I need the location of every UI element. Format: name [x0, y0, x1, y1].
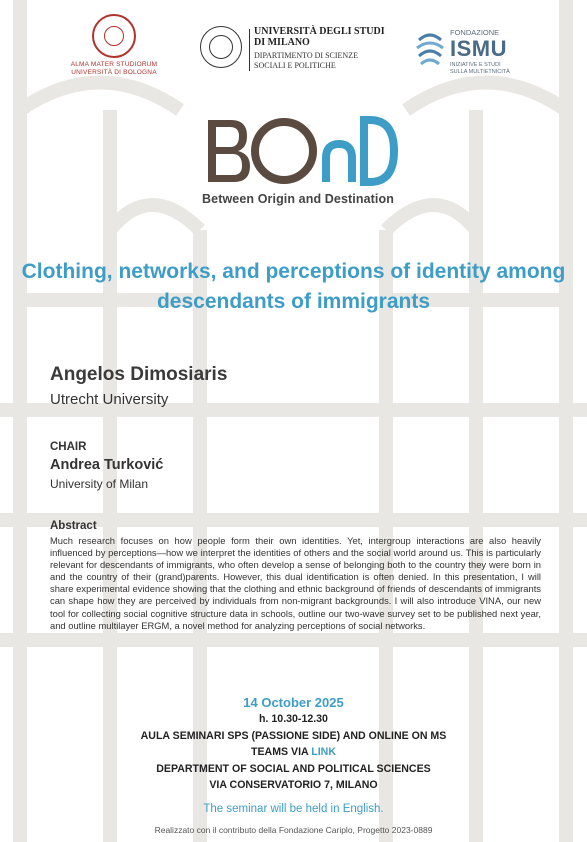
- speaker-affiliation: Utrecht University: [50, 391, 169, 408]
- chair-name: Andrea Turković: [50, 457, 164, 473]
- seminar-title: Clothing, networks, and perceptions of identity among descendants of immigrants: [21, 260, 566, 313]
- unimi-divider: [249, 29, 250, 71]
- event-date: 14 October 2025: [243, 695, 344, 710]
- unimi-name: UNIVERSITÀ DEGLI STUDI DI MILANO: [254, 26, 385, 48]
- ismu-fondazione: FONDAZIONE: [450, 28, 500, 37]
- event-venue-line2-prefix: TEAMS VIA: [251, 746, 309, 758]
- chair-label: CHAIR: [50, 441, 87, 453]
- chair-block: [50, 441, 450, 491]
- ismu-mark-icon: [415, 28, 445, 72]
- ismu-name: ISMU: [450, 36, 507, 61]
- speaker-name: Angelos Dimosiaris: [50, 364, 228, 385]
- event-time: h. 10.30-12.30: [259, 713, 328, 725]
- event-venue-line1: AULA SEMINARI SPS (PASSIONE SIDE) AND ONLINE ON MS: [140, 729, 447, 742]
- abstract-text: Much research focuses on how people form their own identities. Yet, intergroup interactions are also heavily influenced by perceptions—how we interpret the identities of others and the social world around us. This is particularly relevant for descendants of immigrants, who often develop a sense of belonging both to the country they were born in and the country of their (grand)parents. However, this dual identification is often denied. In this presentation, I will share experimental evidence showing that the clothing and ethnic background of friends of descendants of immigrants can shape how they are perceived by individuals from non-migrant backgrounds. I will also introduce VINA, our new tool for collecting social cognitive structure data in schools, outline our two-wave survey set to be published next year, and outline multilayer ERGM, a novel method for analyzing perceptions of social networks.: [50, 535, 541, 631]
- unimi-logo: [200, 26, 390, 76]
- bond-wordmark-graphic: [198, 112, 398, 190]
- event-department: DEPARTMENT OF SOCIAL AND POLITICAL SCIENCES: [156, 762, 431, 775]
- event-venue-line2: [40, 744, 547, 761]
- ismu-logo: [415, 28, 525, 76]
- unibo-logo: [64, 14, 164, 76]
- event-language-note: The seminar will be held in English.: [203, 802, 384, 815]
- bond-logo: [198, 112, 398, 208]
- teams-link[interactable]: LINK: [311, 746, 336, 758]
- abstract-block: [50, 520, 541, 632]
- unibo-logo-text: ALMA MATER STUDIORUM UNIVERSITÀ DI BOLOGNA: [70, 61, 158, 76]
- bond-tagline: Between Origin and Destination: [202, 192, 394, 206]
- abstract-label: Abstract: [50, 520, 97, 532]
- event-address: VIA CONSERVATORIO 7, MILANO: [209, 779, 378, 791]
- unimi-seal-icon: [200, 26, 242, 68]
- funding-note: Realizzato con il contributo della Fondazione Cariplo, Progetto 2023-0889: [154, 824, 433, 835]
- ismu-subtitle: INIZIATIVE E STUDI SULLA MULTIETNICITÀ: [450, 62, 510, 75]
- unibo-seal-icon: [92, 14, 136, 58]
- event-info: [40, 695, 547, 835]
- unimi-department: DIPARTIMENTO DI SCIENZE SOCIALI E POLITICHE: [254, 51, 358, 70]
- chair-affiliation: University of Milan: [50, 477, 149, 491]
- speaker-block: [50, 364, 550, 408]
